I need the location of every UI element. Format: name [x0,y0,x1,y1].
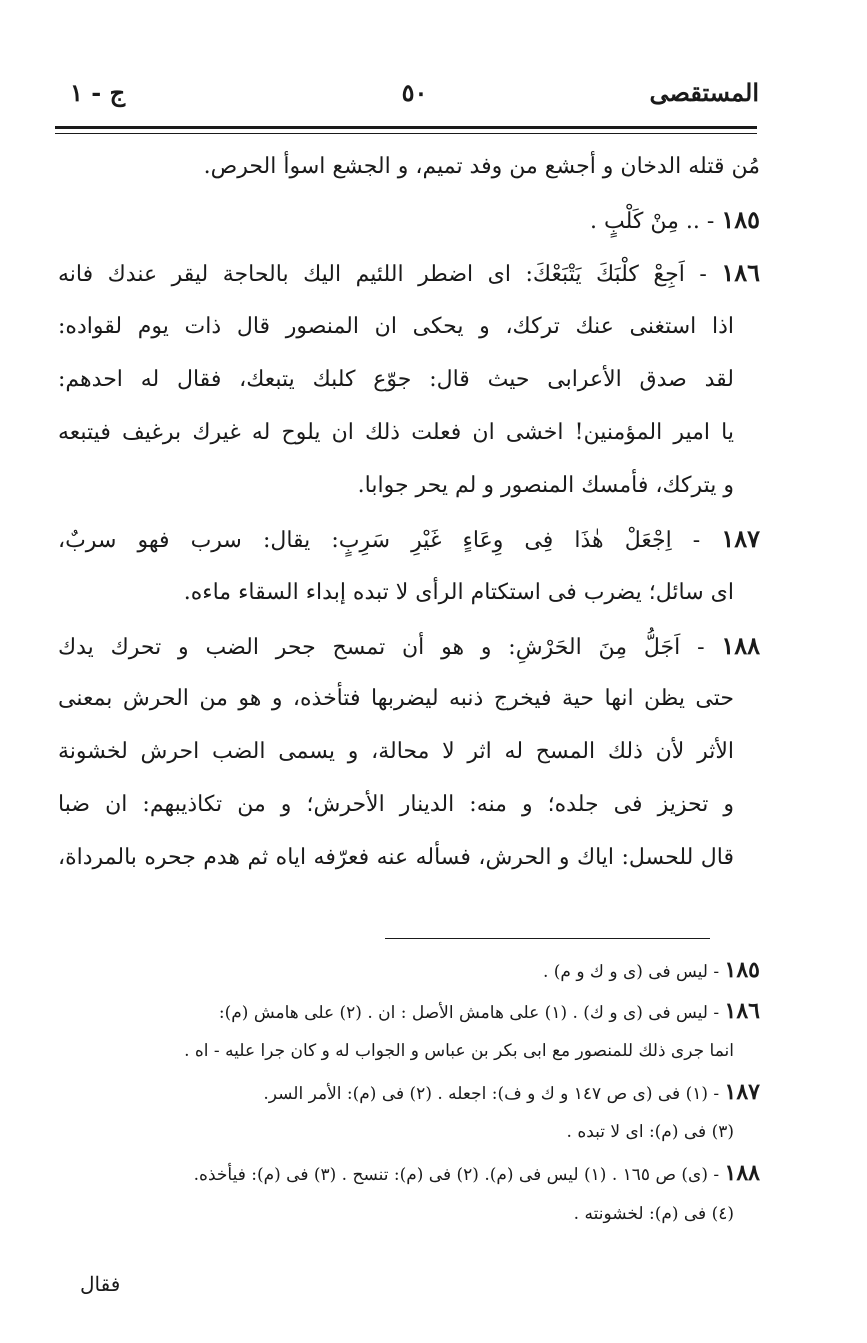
book-title: المستقصى [649,78,759,107]
footnote-number: ١٨٨ [724,1159,760,1186]
entry-number: ١٨٧ [721,524,760,554]
footnote-rule [385,938,710,939]
footnote-line: (٣) فى (م): اى لا تبده . [566,1122,734,1143]
text-line: قال للحسل: اياك و الحرش، فسأله عنه فعرّفه اياه ثم هدم جحره بالمرداة، [58,845,734,871]
entry-number: ١٨٥ [721,205,760,235]
header-rule-thick [55,126,757,129]
footnote-line: ١٨٥ - ليس فى (ى و ك و م) . [542,957,760,983]
text-line: ١٨٦ - اَجِعْ كلْبَكَ يَتْبَعْكَ: اى اضطر اللئيم اليك بالحاجة ليقر عندك فانه [58,258,760,288]
text-line: و تحزيز فى جلده؛ و منه: الدينار الأحرش؛ و من تكاذيبهم: ان ضبا [58,792,734,818]
text-line: يا امير المؤمنين! اخشى ان فعلت ذلك ان يلوح له غيرك برغيف فيتبعه [58,419,734,445]
text-line: ١٨٨ - اَجَلُّ مِنَ الحَرْشِ: و هو أن تمسح جحر الضب و تحرك يدك [58,630,760,660]
footnote-line: ١٨٦ - ليس فى (ى و ك) . (١) على هامش الأصل : ان . (٢) على هامش (م): [218,997,760,1024]
footnote-line: ١٨٨ - (ى) ص ١٦٥ . (١) ليس فى (م). (٢) فى (م): تنسح . (٣) فى (م): فيأخذه. [193,1159,760,1186]
header-rule-thin [55,133,757,134]
text-line: حتى يظن انها حية فيخرج ذنبه ليضربها فتأخذه، و هو من الحرش بمعنى [58,685,734,711]
entry-number: ١٨٦ [721,258,760,288]
footnote-line: انما جرى ذلك للمنصور مع ابى بكر بن عباس و الجواب له و كان جرا عليه - اه . [184,1041,734,1062]
catchword: فقال [80,1272,121,1296]
volume-number: ج - ١ [70,78,126,107]
main-text [58,140,760,885]
text-line: اذا استغنى عنك تركك، و يحكى ان المنصور قال ذات يوم لقواده: [58,313,734,339]
footnote-number: ١٨٥ [724,957,760,983]
text-line: الأثر لأن ذلك المسح له اثر لا محالة، و يسمى الضب احرش لخشونة [58,739,734,765]
running-head [70,78,759,118]
footnote-line: ١٨٧ - (١) فى (ى ص ١٤٧ و ك و ف): اجعله . (٢) فى (م): الأمر السر. [263,1078,760,1105]
text-line: مُن قتله الدخان و أجشع من وفد تميم، و الجشع اسوأ الحرص. [203,154,760,179]
text-line: اى سائل؛ يضرب فى استكتام الرأى لا تبده إبداء السقاء ماءه. [183,579,734,605]
footnote-number: ١٨٧ [724,1078,760,1105]
text-line: ١٨٧ - اِجْعَلْ هٰذَا فِى وِعَاءٍ غَيْرِ سَرِبٍ: يقال: سرب فهو سربٌ، [58,524,760,554]
page-number: ٥٠ [401,78,428,107]
text-line: ١٨٥ - .. مِنْ كَلْبٍ . [590,205,760,235]
footnote-line: (٤) فى (م): لخشونته . [573,1203,734,1224]
footnotes [60,950,760,1234]
entry-number: ١٨٨ [721,630,760,660]
text-line: و يتركك، فأمسك المنصور و لم يحر جوابا. [357,473,734,499]
footnote-number: ١٨٦ [724,997,760,1024]
text-line: لقد صدق الأعرابى حيث قال: جوّع كلبك يتبعك، فقال له احدهم: [58,366,734,392]
